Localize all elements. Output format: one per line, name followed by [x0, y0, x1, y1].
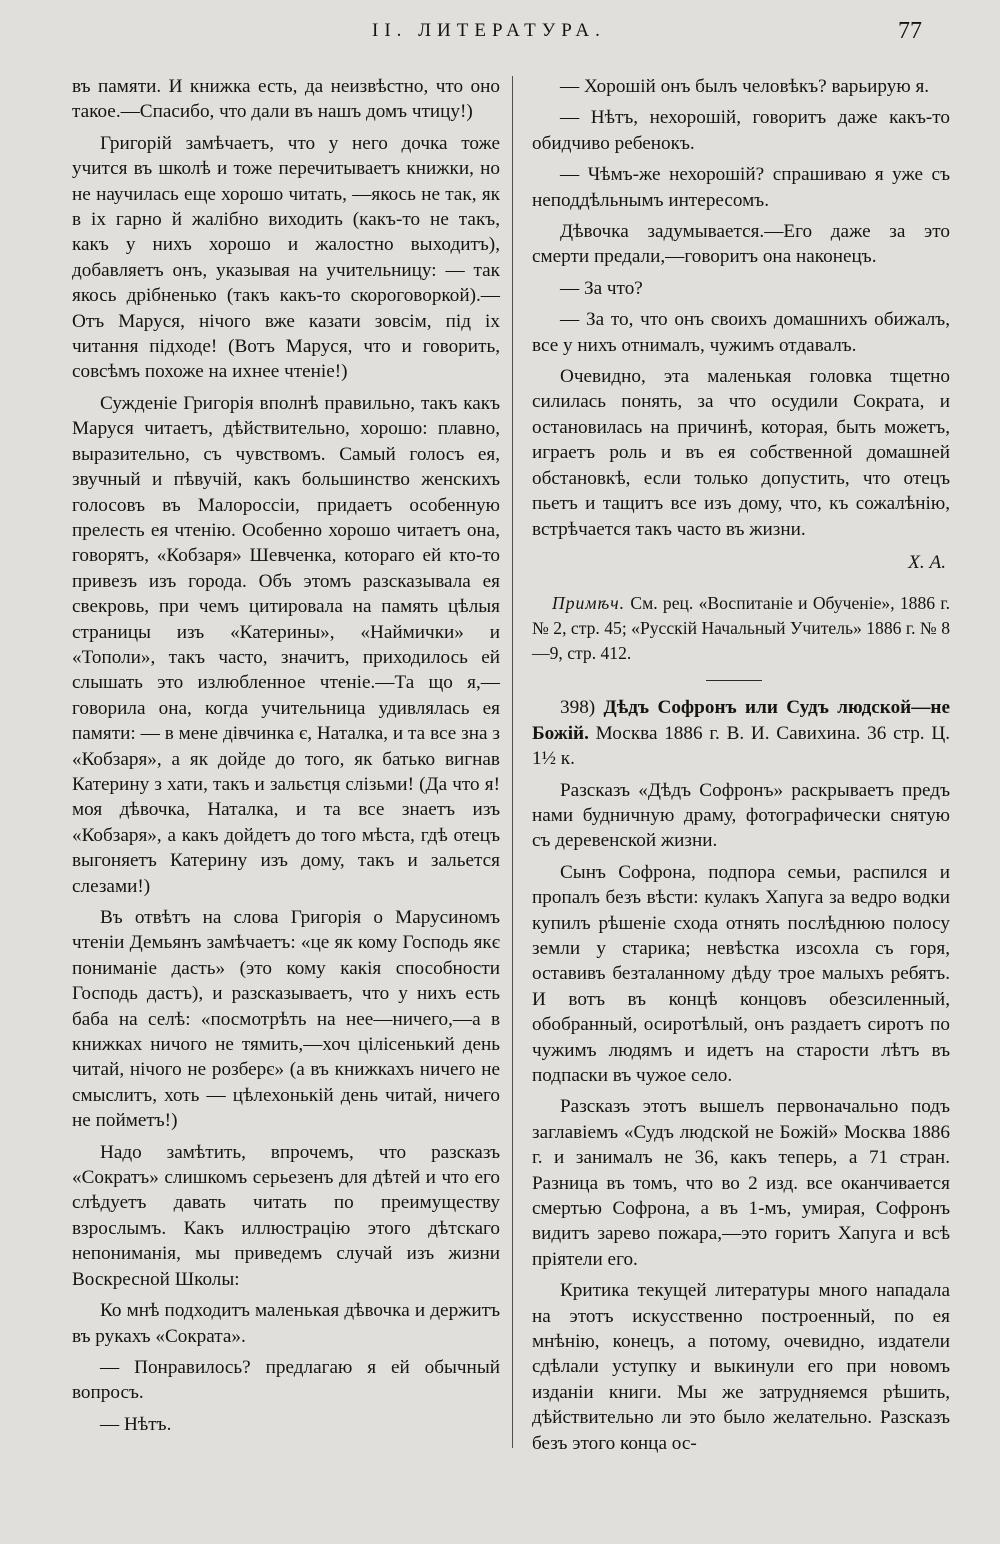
paragraph: — Понравилось? предлагаю я ей обычный вопросъ. — [72, 1356, 500, 1404]
paragraph: Григорій замѣчаетъ, что у него дочка тоже учится въ школѣ и тоже перечитываетъ книжки, но не научилась еще хорошо читать, —якось не так, як в іх гарно й жалібно виходить (какъ-то не такъ, какъ у нихъ хорошо и жалостно выходитъ), добавляетъ онъ, указывая на учительницу: — так якось дрібненько (такъ какъ-то скороговоркой).—Отъ Маруся, нічого вже казати зовсім, під іх читання підходе! (Вотъ Маруся, что и говорить, совсѣмъ похоже на ихнее чтеніе!) — [72, 132, 500, 383]
paragraph: Очевидно, эта маленькая головка тщетно силилась понять, за что осудили Сократа, и остановилась на причинѣ, которая, быть можетъ, играетъ роль и въ ея собственной домашней обстановкѣ, если только допустить, что отецъ пьетъ и тащитъ все изъ дому, что, къ сожалѣнію, встрѣчается такъ часто въ жизни. — [532, 366, 950, 540]
dialogue-line: — Чѣмъ-же нехорошій? спрашиваю я уже съ неподдѣльнымъ интересомъ. — [532, 164, 950, 211]
left-column — [72, 74, 500, 1443]
paragraph: въ памяти. И книжка есть, да неизвѣстно, что оно такое.—Спасибо, что дали въ нашъ домъ чтицу!) — [72, 76, 500, 123]
separator-rule — [706, 680, 762, 681]
paragraph: Сужденіе Григорія вполнѣ правильно, такъ какъ Маруся читаетъ, дѣйствительно, хорошо: плавно, выразительно, съ чувствомъ. Самый голосъ ея, звучный и пѣвучій, какъ большинство женскихъ голосовъ въ Малороссіи, придаетъ особенную прелесть ея чтенію. Особенно хорошо читаетъ она, говорятъ, «Кобзаря» Шевченка, котораго ей кто-то привезъ изъ города. Объ этомъ разсказывала ея свекровь, при чемъ цитировала на память цѣлыя страницы изъ «Катерины», «Наймички» и «Тополи», такъ часто, значитъ, приходилось ей слышать это излюбленное чтеніе.—Та що я,—говорила она, когда учительница удивлялась ея памяти: — в мене дівчинка є, Наталка, и та все зна з «Кобзаря», а як дойде до того, як батько вигнав Катерину з хати, такъ и зальєтця слізьми! (Да что я! моя дѣвочка, Наталка, и та все знаетъ изъ «Кобзаря», а какъ дойдетъ до того мѣста, гдѣ отецъ выгоняетъ Катерину изъ дому, такъ и зальется слезами!) — [72, 392, 500, 897]
column-divider — [512, 76, 513, 1448]
footnote-text: См. рец. «Воспитаніе и Обученіе», 1886 г. № 2, стр. 45; «Русскій Начальный Учитель» 1886 г. № 8—9, стр. 412. — [532, 593, 950, 664]
right-column — [532, 74, 950, 1462]
entry-number: 398) — [560, 697, 596, 719]
footnote-label: Примѣч. — [552, 593, 626, 614]
paragraph: Въ отвѣтъ на слова Григорія о Марусиномъ чтеніи Демьянъ замѣчаетъ: «це як кому Господь якє пониманіе дасть» (это кому какія способности Господь дастъ), и разсказываетъ, что у нихъ есть баба на селѣ: «посмотрѣть на нее—ничего,—а в книжках ничого не тямить,—хоч цілісенький день читай, нічого не розберє» (а въ книжкахъ ничего не смыслитъ, хоть — цѣлехонькій день читай, ничего не пойметъ!) — [72, 907, 500, 1132]
author-signature: Х. А. — [908, 551, 946, 573]
running-head — [0, 18, 1000, 48]
dialogue-line: — За то, что онъ своихъ домашнихъ обижалъ, все у нихъ отнималъ, чужимъ отдавалъ. — [532, 309, 950, 356]
paragraph: Критика текущей литературы много нападала на этотъ искусственно построенный, по ея мнѣнію, конецъ, а потому, очевидно, издатели сдѣлали уступку и выкинули его при новомъ изданіи книги. Мы же затрудняемся рѣшить, дѣйствительно ли это было желательно. Разсказъ безъ этого конца ос- — [532, 1280, 950, 1454]
paragraph: Надо замѣтить, впрочемъ, что разсказъ «Сократъ» слишкомъ серьезенъ для дѣтей и что его слѣдуетъ давать читать по преимуществу взрослымъ. Какъ иллюстрацію этого дѣтскаго непониманія, мы приведемъ случай изъ жизни Воскресной Школы: — [72, 1141, 500, 1290]
paragraph: — Нѣтъ. — [100, 1413, 172, 1435]
entry-publication: Москва 1886 г. В. И. Савихина. 36 стр. Ц. 1½ к. — [532, 722, 950, 770]
footnote — [532, 591, 950, 666]
entry-heading — [532, 695, 950, 771]
paragraph: Сынъ Софрона, подпора семьи, распился и пропалъ безъ вѣсти: кулакъ Хапуга за ведро водки купилъ рѣшеніе схода отнять послѣднюю полосу земли у старика; невѣстка изсохла съ горя, оставивъ безталанному дѣду трое малыхъ ребятъ. И вотъ въ концѣ концовъ обезсиленный, обобранный, осиротѣлый, онъ раздаетъ сиротъ по чужимъ людямъ и идетъ на старости лѣтъ въ подпаски въ чужое село. — [532, 861, 950, 1086]
page-number: 77 — [898, 18, 922, 44]
paragraph: Разсказъ этотъ вышелъ первоначально подъ заглавіемъ «Судъ людской не Божій» Москва 1886 г. и занималъ не 36, какъ теперь, а 71 стран. Разница въ томъ, что во 2 изд. все оканчивается смертью Софрона, а въ 1-мъ, умирая, Софронъ видитъ зарево пожара,—это горитъ Хапуга и всѣ пріятели его. — [532, 1096, 950, 1270]
paragraph: Разсказъ «Дѣдъ Софронъ» раскрываетъ предъ нами будничную драму, фотографически снятую съ деревенской жизни. — [532, 779, 950, 852]
entry-title: Дѣдъ Софронъ или Судъ людской—не Божій. — [532, 697, 951, 744]
dialogue-line: — За что? — [560, 277, 643, 299]
dialogue-line: — Хорошій онъ былъ человѣкъ? варьирую я. — [560, 76, 930, 97]
paragraph: Ко мнѣ подходитъ маленькая дѣвочка и держитъ въ рукахъ «Сократа». — [72, 1300, 500, 1347]
dialogue-line: Дѣвочка задумывается.—Его даже за это смерти предали,—говоритъ она наконецъ. — [532, 221, 950, 268]
dialogue-line: — Нѣтъ, нехорошій, говоритъ даже какъ-то обидчиво ребенокъ. — [532, 107, 950, 154]
section-title: II. ЛИТЕРАТУРА. — [372, 20, 606, 41]
